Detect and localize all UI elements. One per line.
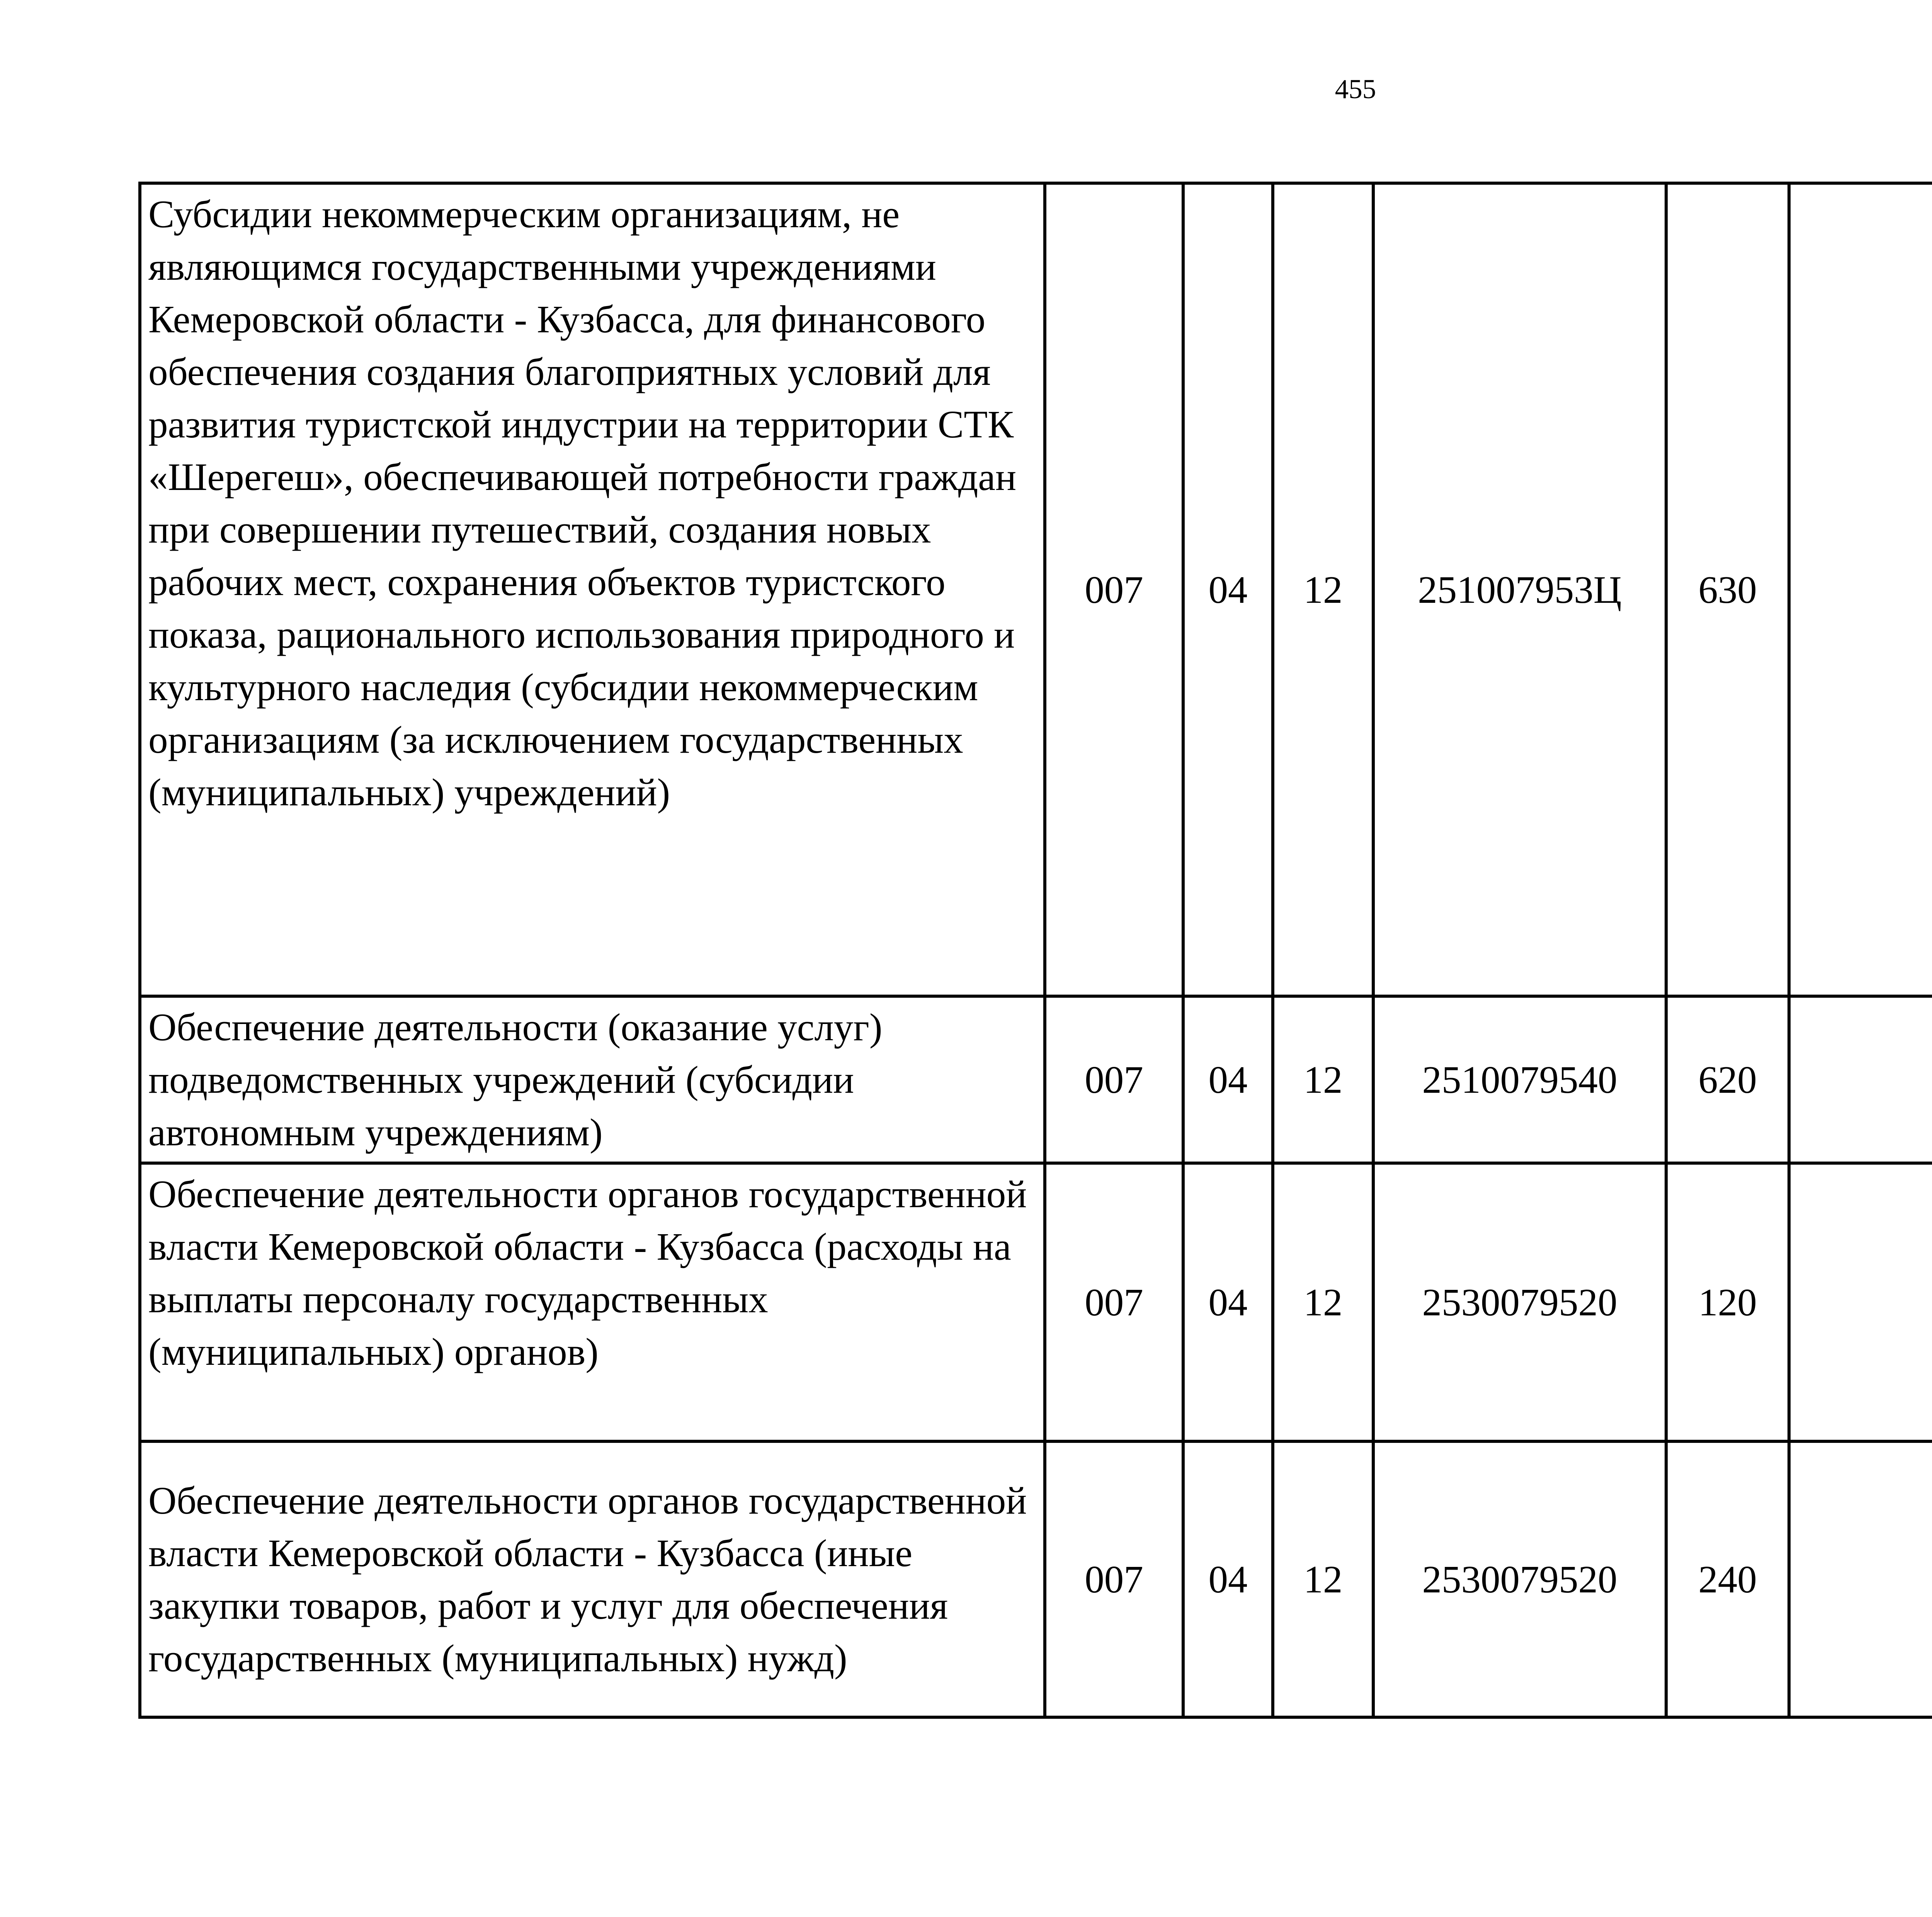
table-row (140, 996, 1932, 1163)
row-description: Обеспечение деятельности (оказание услуг) подведомственных учреждений (субсидии автономным учреждениям) (140, 996, 1045, 1163)
amount-year-1 (1789, 996, 1932, 1163)
table-row (140, 183, 1932, 996)
expense-type-code: 120 (1666, 1163, 1789, 1441)
amount-year-1 (1789, 183, 1932, 996)
section-code: 04 (1183, 1441, 1273, 1717)
subsection-code: 12 (1273, 1163, 1373, 1441)
ministry-code: 007 (1045, 1441, 1183, 1717)
amount-year-1 (1789, 1441, 1932, 1717)
target-article-code: 251007953Ц (1373, 183, 1666, 996)
target-article-code: 2510079540 (1373, 996, 1666, 1163)
page-number: 455 (1335, 74, 1376, 104)
table-row (140, 1441, 1932, 1717)
amount-year-1 (1789, 1163, 1932, 1441)
expense-type-code: 240 (1666, 1441, 1789, 1717)
budget-table (138, 182, 1932, 1719)
row-description: Обеспечение деятельности органов государственной власти Кемеровской области - Кузбасса (иные закупки товаров, работ и услуг для обеспечения государственных (муниципальных) нужд) (140, 1441, 1045, 1717)
row-description: Обеспечение деятельности органов государственной власти Кемеровской области - Кузбасса (расходы на выплаты персоналу государственных (муниципальных) органов) (140, 1163, 1045, 1441)
subsection-code: 12 (1273, 1441, 1373, 1717)
ministry-code: 007 (1045, 1163, 1183, 1441)
subsection-code: 12 (1273, 183, 1373, 996)
target-article-code: 2530079520 (1373, 1441, 1666, 1717)
section-code: 04 (1183, 183, 1273, 996)
expense-type-code: 620 (1666, 996, 1789, 1163)
subsection-code: 12 (1273, 996, 1373, 1163)
ministry-code: 007 (1045, 183, 1183, 996)
section-code: 04 (1183, 996, 1273, 1163)
target-article-code: 2530079520 (1373, 1163, 1666, 1441)
expense-type-code: 630 (1666, 183, 1789, 996)
ministry-code: 007 (1045, 996, 1183, 1163)
row-description: Субсидии некоммерческим организациям, не являющимся государственными учреждениями Кемеровской области - Кузбасса, для финансового обеспечения создания благоприятных условий для развития туристской индустрии на территории СТК «Шерегеш», обеспечивающей потребности граждан при совершении путешествий, создания новых рабочих мест, сохранения объектов туристского показа, рационального использования природного и культурного наследия (субсидии некоммерческим организациям (за исключением государственных (муниципальных) учреждений) (140, 183, 1045, 996)
table-row (140, 1163, 1932, 1441)
section-code: 04 (1183, 1163, 1273, 1441)
